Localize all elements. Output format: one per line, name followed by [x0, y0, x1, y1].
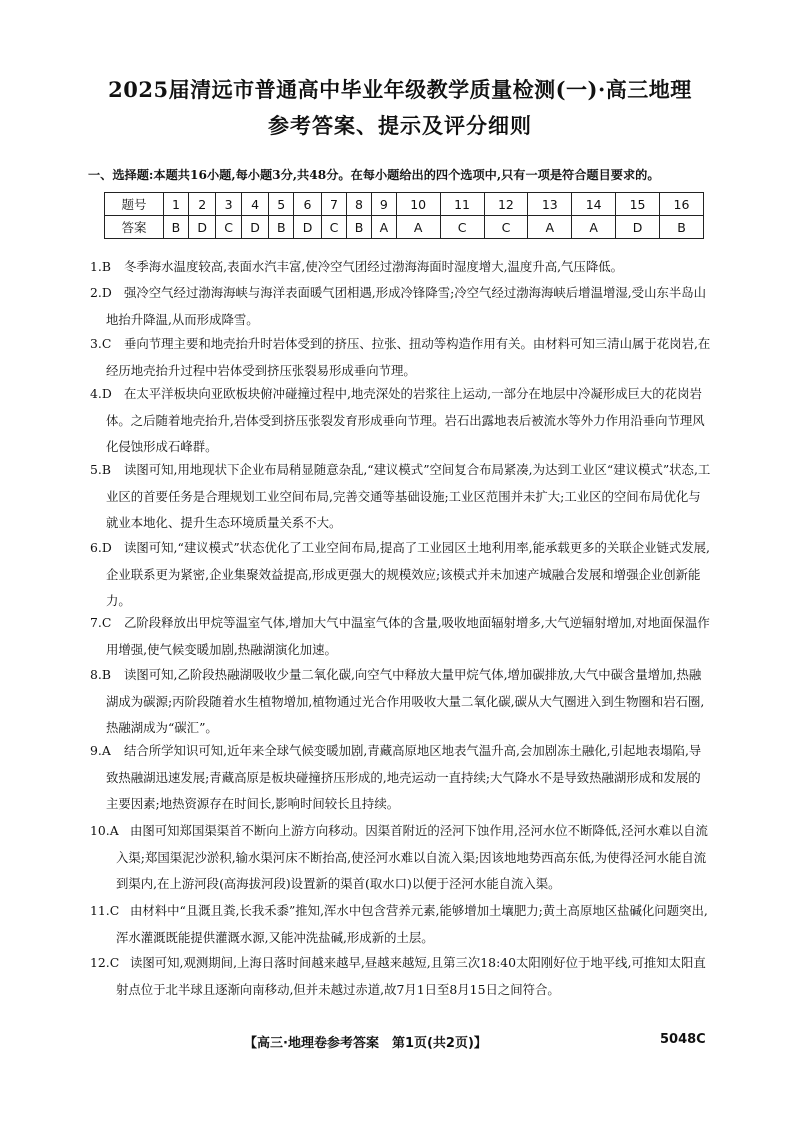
explanation-label: 10.A — [90, 823, 119, 838]
explanation-label: 12.C — [90, 955, 120, 970]
explanation-text: 读图可知,“建议模式”状态优化了工业空间布局,提高了工业园区土地利用率,能承载更多的关联企业链式发展,企业联系更为紧密,企业集聚效益提高,形成更强大的规模效应;该模式并未加速产城融合发展和增强企业创新能力。 — [106, 540, 711, 609]
explanation-1 — [90, 254, 702, 281]
answer-cell: A — [396, 216, 440, 239]
explanation-5 — [90, 457, 712, 537]
explanation-10 — [90, 818, 712, 898]
answer-cell: A — [572, 216, 616, 239]
question-number-cell: 3 — [216, 193, 241, 216]
answer-cell: D — [294, 216, 322, 239]
answer-cell: C — [440, 216, 484, 239]
answer-cell: B — [347, 216, 372, 239]
answer-table — [104, 192, 704, 239]
explanation-2 — [90, 280, 712, 333]
question-number-cell: 9 — [371, 193, 396, 216]
answer-cell: D — [616, 216, 660, 239]
explanation-3 — [90, 331, 712, 384]
explanation-11 — [90, 898, 712, 951]
question-number-cell: 4 — [241, 193, 269, 216]
question-number-cell: 13 — [528, 193, 572, 216]
page-title: 2025届清远市普通高中毕业年级教学质量检测(一)·高三地理 — [108, 77, 692, 102]
answer-cell: D — [188, 216, 216, 239]
explanation-label: 5.B — [90, 462, 111, 477]
answer-cell: C — [321, 216, 346, 239]
answer-row — [105, 216, 704, 239]
explanation-8 — [90, 662, 712, 742]
explanation-text: 结合所学知识可知,近年来全球气候变暖加剧,青藏高原地区地表气温升高,会加剧冻土融化,引起地表塌陷,导致热融湖迅速发展;青藏高原是板块碰撞挤压形成的,地壳运动一直持续;大气降水不是导致热融湖形成和发展的主要因素;地热资源存在时间长,影响时间较长且持续。 — [106, 743, 702, 812]
question-number-cell: 2 — [188, 193, 216, 216]
question-number-cell: 11 — [440, 193, 484, 216]
explanation-text: 冬季海水温度较高,表面水汽丰富,使冷空气团经过渤海海面时湿度增大,温度升高,气压降低。 — [124, 259, 623, 274]
answer-cell: A — [528, 216, 572, 239]
explanation-text: 由图可知郑国渠渠首不断向上游方向移动。因渠首附近的泾河下蚀作用,泾河水位不断降低,泾河水难以自流入渠;郑国渠泥沙淤积,输水渠河床不断抬高,使泾河水难以自流入渠;因该地地势西高东低,为使得泾河水能自流到渠内,在上游河段(高海拔河段)设置新的渠首(取水口)以便于泾河水能自流入渠。 — [116, 823, 708, 892]
page-footer: 【高三·地理卷参考答案 第1页(共2页)】 — [244, 1036, 487, 1051]
question-number-cell: 5 — [269, 193, 294, 216]
explanation-text: 读图可知,用地现状下企业布局稍显随意杂乱,“建议模式”空间复合布局紧凑,为达到工业区“建议模式”状态,工业区的首要任务是合理规划工业空间布局,完善交通等基础设施;工业区范围并未扩大;工业区的空间布局优化与就业本地化、提升生态环境质量关系不大。 — [106, 462, 711, 531]
explanation-label: 2.D — [90, 285, 112, 300]
section-intro: 一、选择题:本题共16小题,每小题3分,共48分。在每小题给出的四个选项中,只有一项是符合题目要求的。 — [88, 168, 660, 182]
answer-cell: B — [164, 216, 189, 239]
question-number-cell: 1 — [164, 193, 189, 216]
explanation-label: 3.C — [90, 336, 112, 351]
explanation-label: 9.A — [90, 743, 111, 758]
row-label-answer: 答案 — [105, 216, 164, 239]
row-label-number: 题号 — [105, 193, 164, 216]
question-number-cell: 14 — [572, 193, 616, 216]
answer-cell: B — [660, 216, 704, 239]
question-number-cell: 7 — [321, 193, 346, 216]
explanation-9 — [90, 738, 712, 818]
explanation-12 — [90, 950, 712, 1003]
explanation-text: 读图可知,乙阶段热融湖吸收少量二氧化碳,向空气中释放大量甲烷气体,增加碳排放,大气中碳含量增加,热融湖成为碳源;丙阶段随着水生植物增加,植物通过光合作用吸收大量二氧化碳,碳从大气圈进入到生物圈和岩石圈,热融湖成为“碳汇”。 — [106, 667, 705, 736]
question-number-cell: 8 — [347, 193, 372, 216]
answer-cell: D — [241, 216, 269, 239]
question-number-cell: 6 — [294, 193, 322, 216]
explanation-text: 读图可知,观测期间,上海日落时间越来越早,昼越来越短,且第三次18:40太阳刚好位于地平线,可推知太阳直射点位于北半球且逐渐向南移动,但并未越过赤道,故7月1日至8月15日之间符合。 — [116, 955, 706, 997]
question-number-row — [105, 193, 704, 216]
explanation-label: 4.D — [90, 386, 112, 401]
answer-cell: B — [269, 216, 294, 239]
question-number-cell: 12 — [484, 193, 528, 216]
answer-cell: C — [216, 216, 241, 239]
question-number-cell: 15 — [616, 193, 660, 216]
answer-cell: A — [371, 216, 396, 239]
explanation-label: 7.C — [90, 615, 112, 630]
explanation-6 — [90, 535, 712, 615]
explanation-text: 在太平洋板块向亚欧板块俯冲碰撞过程中,地壳深处的岩浆往上运动,一部分在地层中冷凝形成巨大的花岗岩体。之后随着地壳抬升,岩体受到挤压张裂发育形成垂向节理。岩石出露地表后被流水等外力作用沿垂向节理风化侵蚀形成石峰群。 — [106, 386, 705, 455]
explanation-text: 强冷空气经过渤海海峡与海洋表面暖气团相遇,形成冷锋降雪;冷空气经过渤海海峡后增温增湿,受山东半岛山地抬升降温,从而形成降雪。 — [106, 285, 707, 327]
explanation-label: 8.B — [90, 667, 111, 682]
paper-code: 5048C — [660, 1032, 706, 1047]
question-number-cell: 10 — [396, 193, 440, 216]
explanation-4 — [90, 381, 712, 461]
explanation-label: 1.B — [90, 259, 111, 274]
explanation-text: 乙阶段释放出甲烷等温室气体,增加大气中温室气体的含量,吸收地面辐射增多,大气逆辐射增加,对地面保温作用增强,使气候变暖加剧,热融湖演化加速。 — [106, 615, 710, 657]
explanation-text: 由材料中“且溉且粪,长我禾黍”推知,浑水中包含营养元素,能够增加土壤肥力;黄土高原地区盐碱化问题突出,浑水灌溉既能提供灌溉水源,又能冲洗盐碱,形成新的土层。 — [116, 903, 708, 945]
page-subtitle: 参考答案、提示及评分细则 — [268, 113, 532, 138]
question-number-cell: 16 — [660, 193, 704, 216]
explanation-7 — [90, 610, 712, 663]
explanation-text: 垂向节理主要和地壳抬升时岩体受到的挤压、拉张、扭动等构造作用有关。由材料可知三清山属于花岗岩,在经历地壳抬升过程中岩体受到挤压张裂易形成垂向节理。 — [106, 336, 711, 378]
explanation-label: 6.D — [90, 540, 112, 555]
answer-cell: C — [484, 216, 528, 239]
explanation-label: 11.C — [90, 903, 120, 918]
